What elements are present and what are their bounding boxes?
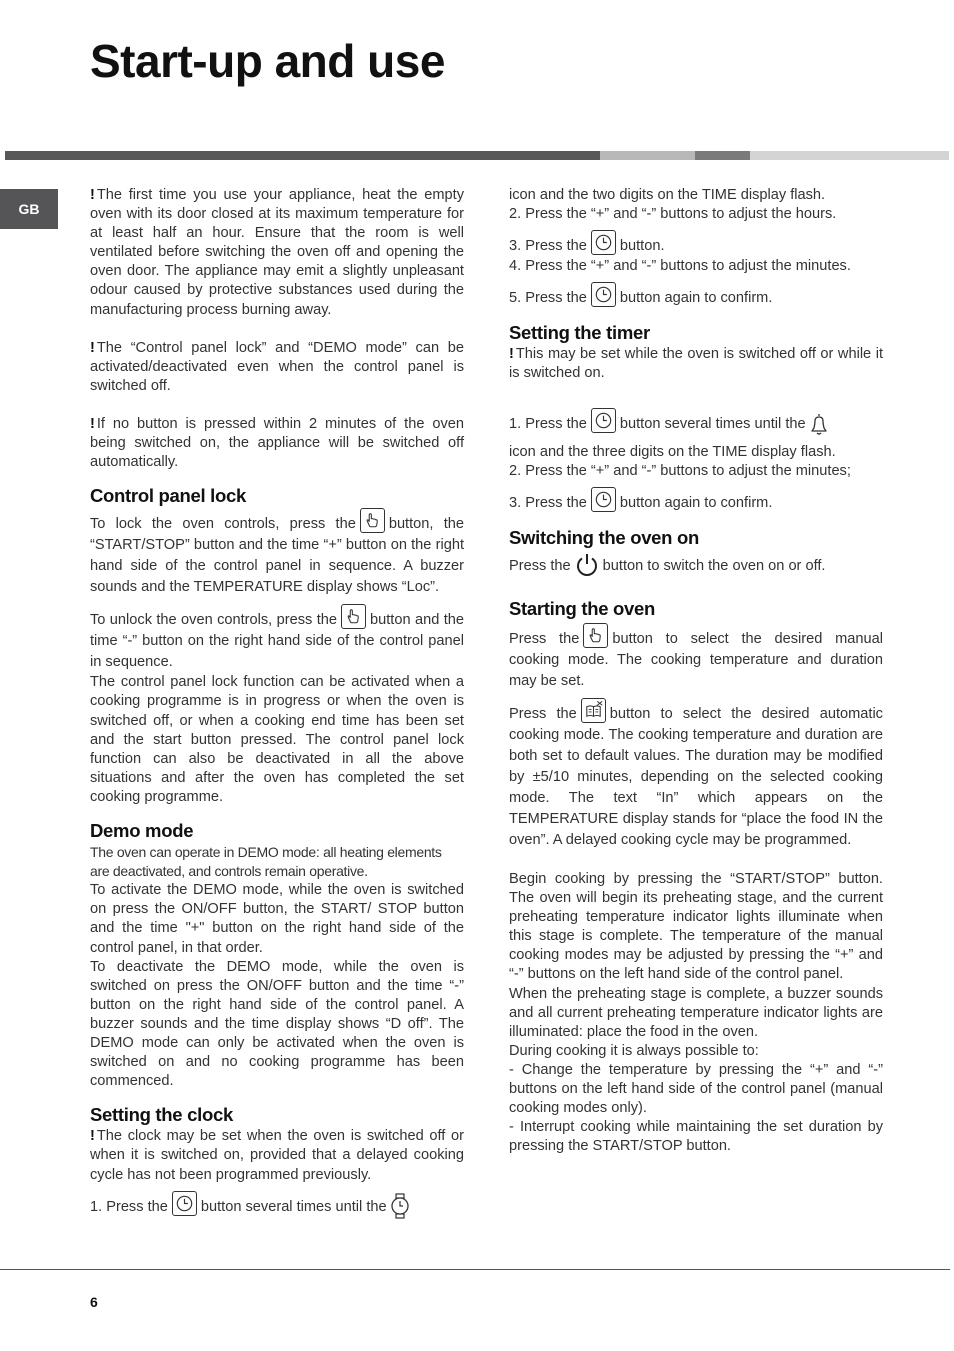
setting-timer-heading: Setting the timer — [509, 322, 650, 344]
clock-button-icon — [172, 1191, 197, 1216]
language-badge: GB — [0, 189, 58, 229]
hand-button-icon — [360, 508, 385, 533]
clock-button-icon — [591, 487, 616, 512]
starting-paragraph-4: When the preheating stage is complete, a buzzer sounds and all current preheating temperature indicator lights are illuminated: place the food in the oven. — [509, 985, 883, 1040]
watch-icon — [390, 1193, 410, 1226]
right-column — [509, 186, 883, 1156]
intro-note-1: ! The first time you use your appliance, heat the empty oven with its door closed at its maximum temperature for at least half an hour. Ensure that the room is well ventilated before switching the oven off and opening the oven door. The appliance may emit a slightly unpleasant odour caused by protective substances used during the manufacturing process burning away. — [90, 187, 464, 318]
starting-paragraph-6: - Change the temperature by pressing the “+” and “-” buttons on the left hand side of the control panel (manual cooking modes only). — [509, 1061, 883, 1117]
hand-button-icon — [341, 604, 366, 629]
starting-paragraph-2: Press the button to select the desired automatic cooking mode. The cooking temperature and duration are both set to default values. The duration may be modified by ±5/10 minutes, depending on the selected cooking mode. The text “In” which appears on the TEMPERATURE display stands for “place the food IN the oven”. A delayed cooking cycle may be programmed. — [509, 698, 883, 851]
timer-step-3: 3. Press the button again to confirm. — [509, 487, 883, 514]
clock-step-3: 3. Press the button. — [509, 230, 883, 257]
lock-paragraph-3: The control panel lock function can be activated when a cooking programme is in progress or when the oven is switched off, or when a cooking end time has been set and the start button pressed. The control panel lock function can also be deactivated in all the above situations and after the oven has completed the set cooking programme. — [90, 674, 464, 805]
clock-button-icon — [591, 408, 616, 433]
clock-step-4: 4. Press the “+” and “-” buttons to adjust the minutes. — [509, 258, 851, 275]
note-mark: ! — [90, 339, 95, 356]
power-icon — [574, 552, 600, 585]
timer-step-1-continued: icon and the three digits on the TIME display flash. — [509, 443, 836, 460]
switching-on-heading: Switching the oven on — [509, 526, 700, 548]
starting-paragraph-1: Press the button to select the desired manual cooking mode. The cooking temperature and duration may be set. — [509, 623, 883, 692]
demo-paragraph-3: To deactivate the DEMO mode, while the oven is switched on press the ON/OFF button and the time “-” button on the right hand side of the control panel. A buzzer sounds and the time display shows “D off”. The DEMO mode can only be activated when the oven is switched on and no cooking programme has been commenced. — [90, 958, 464, 1090]
timer-step-2: 2. Press the “+” and “-” buttons to adjust the minutes; — [509, 462, 851, 479]
note-mark: ! — [509, 346, 514, 363]
clock-step-1-continued: icon and the two digits on the TIME display flash. — [509, 187, 826, 203]
starting-paragraph-5: During cooking it is always possible to: — [509, 1042, 759, 1059]
header-rule-light — [600, 151, 695, 160]
footer-rule — [0, 1269, 950, 1270]
clock-button-icon — [591, 282, 616, 307]
lock-paragraph-1: To lock the oven controls, press the button, the “START/STOP” button and the time “+” button on the right hand side of the control panel in sequence. A buzzer sounds and the TEMPERATURE display shows “Loc”. — [90, 508, 464, 598]
auto-programme-icon — [581, 698, 606, 723]
left-column — [90, 186, 464, 1226]
intro-note-3: ! If no button is pressed within 2 minutes of the oven being switched on, the appliance will be switched off automatically. — [90, 415, 464, 471]
lock-paragraph-2: To unlock the oven controls, press the button and the time “-” button on the right hand side of the control panel in sequence. — [90, 604, 464, 673]
starting-paragraph-7: - Interrupt cooking while maintaining the set duration by pressing the START/STOP button. — [509, 1119, 883, 1155]
note-mark: ! — [90, 187, 95, 203]
clock-step-1: 1. Press the button several times until the — [90, 1191, 464, 1226]
timer-note: ! This may be set while the oven is switched off or while it is switched on. — [509, 346, 883, 382]
starting-paragraph-3: Begin cooking by pressing the “START/STOP” button. The oven will begin its preheating stage, and the current preheating temperature indicator lights illuminate when this stage is complete. The temperature of the manual cooking modes may be adjusted by pressing the “+” and “-” buttons on the left hand side of the control panel. — [509, 870, 883, 983]
demo-paragraph-1: The oven can operate in DEMO mode: all heating elements are deactivated, and controls remain operative. — [90, 844, 442, 880]
demo-paragraph-2: To activate the DEMO mode, while the oven is switched on press the ON/OFF button, the START/ STOP button and the time "+" button on the right hand side of the control panel, in that order. — [90, 882, 464, 956]
timer-step-1: 1. Press the button several times until the — [509, 408, 883, 443]
note-mark: ! — [90, 1128, 95, 1145]
clock-button-icon — [591, 230, 616, 255]
starting-oven-heading: Starting the oven — [509, 597, 655, 619]
hand-button-icon — [583, 623, 608, 648]
header-rule-pale — [750, 151, 949, 160]
setting-clock-heading: Setting the clock — [90, 1104, 233, 1126]
page-title: Start-up and use — [90, 35, 445, 87]
demo-mode-heading: Demo mode — [90, 819, 194, 841]
note-mark: ! — [90, 415, 95, 432]
header-rule-dark — [5, 151, 600, 160]
control-panel-lock-heading: Control panel lock — [90, 485, 246, 507]
header-rule-mid — [695, 151, 750, 160]
clock-step-5: 5. Press the button again to confirm. — [509, 282, 883, 309]
bell-icon — [809, 412, 829, 443]
clock-step-2: 2. Press the “+” and “-” buttons to adjust the hours. — [509, 206, 837, 223]
clock-note: ! The clock may be set when the oven is switched off or when it is switched on, provided that a delayed cooking cycle has not been programmed previously. — [90, 1128, 464, 1183]
page-number: 6 — [90, 1294, 98, 1310]
intro-note-2: ! The “Control panel lock” and “DEMO mode” can be activated/deactivated even when the control panel is switched off. — [90, 339, 464, 394]
switching-on-paragraph: Press the button to switch the oven on or off. — [509, 552, 883, 585]
